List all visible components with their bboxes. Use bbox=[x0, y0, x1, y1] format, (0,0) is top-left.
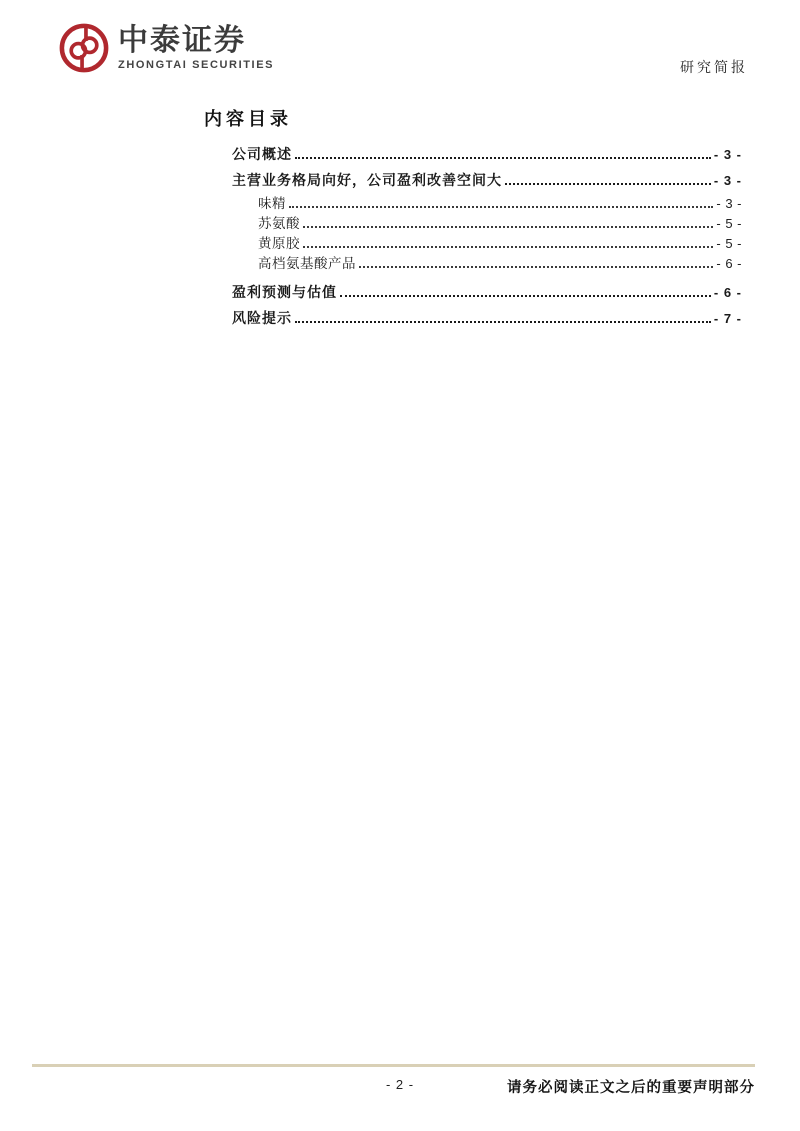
toc-entry-page: - 5 - bbox=[716, 236, 742, 251]
toc-entry[interactable] bbox=[232, 306, 742, 332]
toc-entry-page: - 7 - bbox=[713, 311, 742, 326]
toc-dot-leader bbox=[295, 317, 711, 323]
toc-dot-leader bbox=[303, 242, 713, 248]
footer-disclaimer: 请务必阅读正文之后的重要声明部分 bbox=[507, 1080, 755, 1096]
toc-entry-label: 盈利预测与估值 bbox=[232, 286, 337, 301]
toc-entry-page: - 3 - bbox=[713, 173, 742, 188]
toc-list bbox=[232, 142, 742, 332]
toc-entry-page: - 3 - bbox=[713, 147, 742, 162]
toc-entry-page: - 6 - bbox=[713, 285, 742, 300]
toc-title: 内容目录 bbox=[204, 109, 292, 129]
toc-entry-label: 主营业务格局向好，公司盈利改善空间大 bbox=[232, 174, 502, 189]
toc-dot-leader bbox=[295, 153, 711, 159]
toc-entry[interactable] bbox=[232, 142, 742, 168]
brand-name-en: ZHONGTAI SECURITIES bbox=[118, 58, 275, 71]
toc-entry[interactable] bbox=[232, 280, 742, 306]
toc-dot-leader bbox=[303, 222, 713, 228]
toc-entry-label: 苏氨酸 bbox=[258, 216, 300, 231]
toc-entry[interactable] bbox=[232, 234, 742, 254]
header-logo bbox=[58, 22, 274, 74]
toc-entry-label: 风险提示 bbox=[232, 312, 292, 327]
report-type-label: 研究简报 bbox=[680, 61, 748, 76]
toc-entry-page: - 6 - bbox=[716, 256, 742, 271]
brand-text-block bbox=[118, 25, 274, 71]
footer-divider bbox=[32, 1064, 755, 1067]
footer-page-number: - 2 - bbox=[385, 1077, 415, 1092]
toc-entry-label: 公司概述 bbox=[232, 148, 292, 163]
toc-dot-leader bbox=[289, 202, 713, 208]
toc-entry-page: - 5 - bbox=[716, 216, 742, 231]
toc-entry-label: 高档氨基酸产品 bbox=[258, 256, 356, 271]
toc-dot-leader bbox=[359, 262, 713, 268]
toc-entry[interactable] bbox=[232, 254, 742, 274]
toc-entry-label: 黄原胶 bbox=[258, 236, 300, 251]
toc-dot-leader bbox=[505, 179, 711, 185]
toc-entry-label: 味精 bbox=[258, 196, 286, 211]
toc-entry-page: - 3 - bbox=[716, 196, 742, 211]
toc-entry[interactable] bbox=[232, 194, 742, 214]
toc-dot-leader bbox=[340, 291, 711, 297]
toc-entry[interactable] bbox=[232, 168, 742, 194]
toc-entry[interactable] bbox=[232, 214, 742, 234]
zhongtai-emblem-icon bbox=[58, 22, 110, 74]
brand-name-cn: 中泰证券 bbox=[118, 24, 246, 58]
